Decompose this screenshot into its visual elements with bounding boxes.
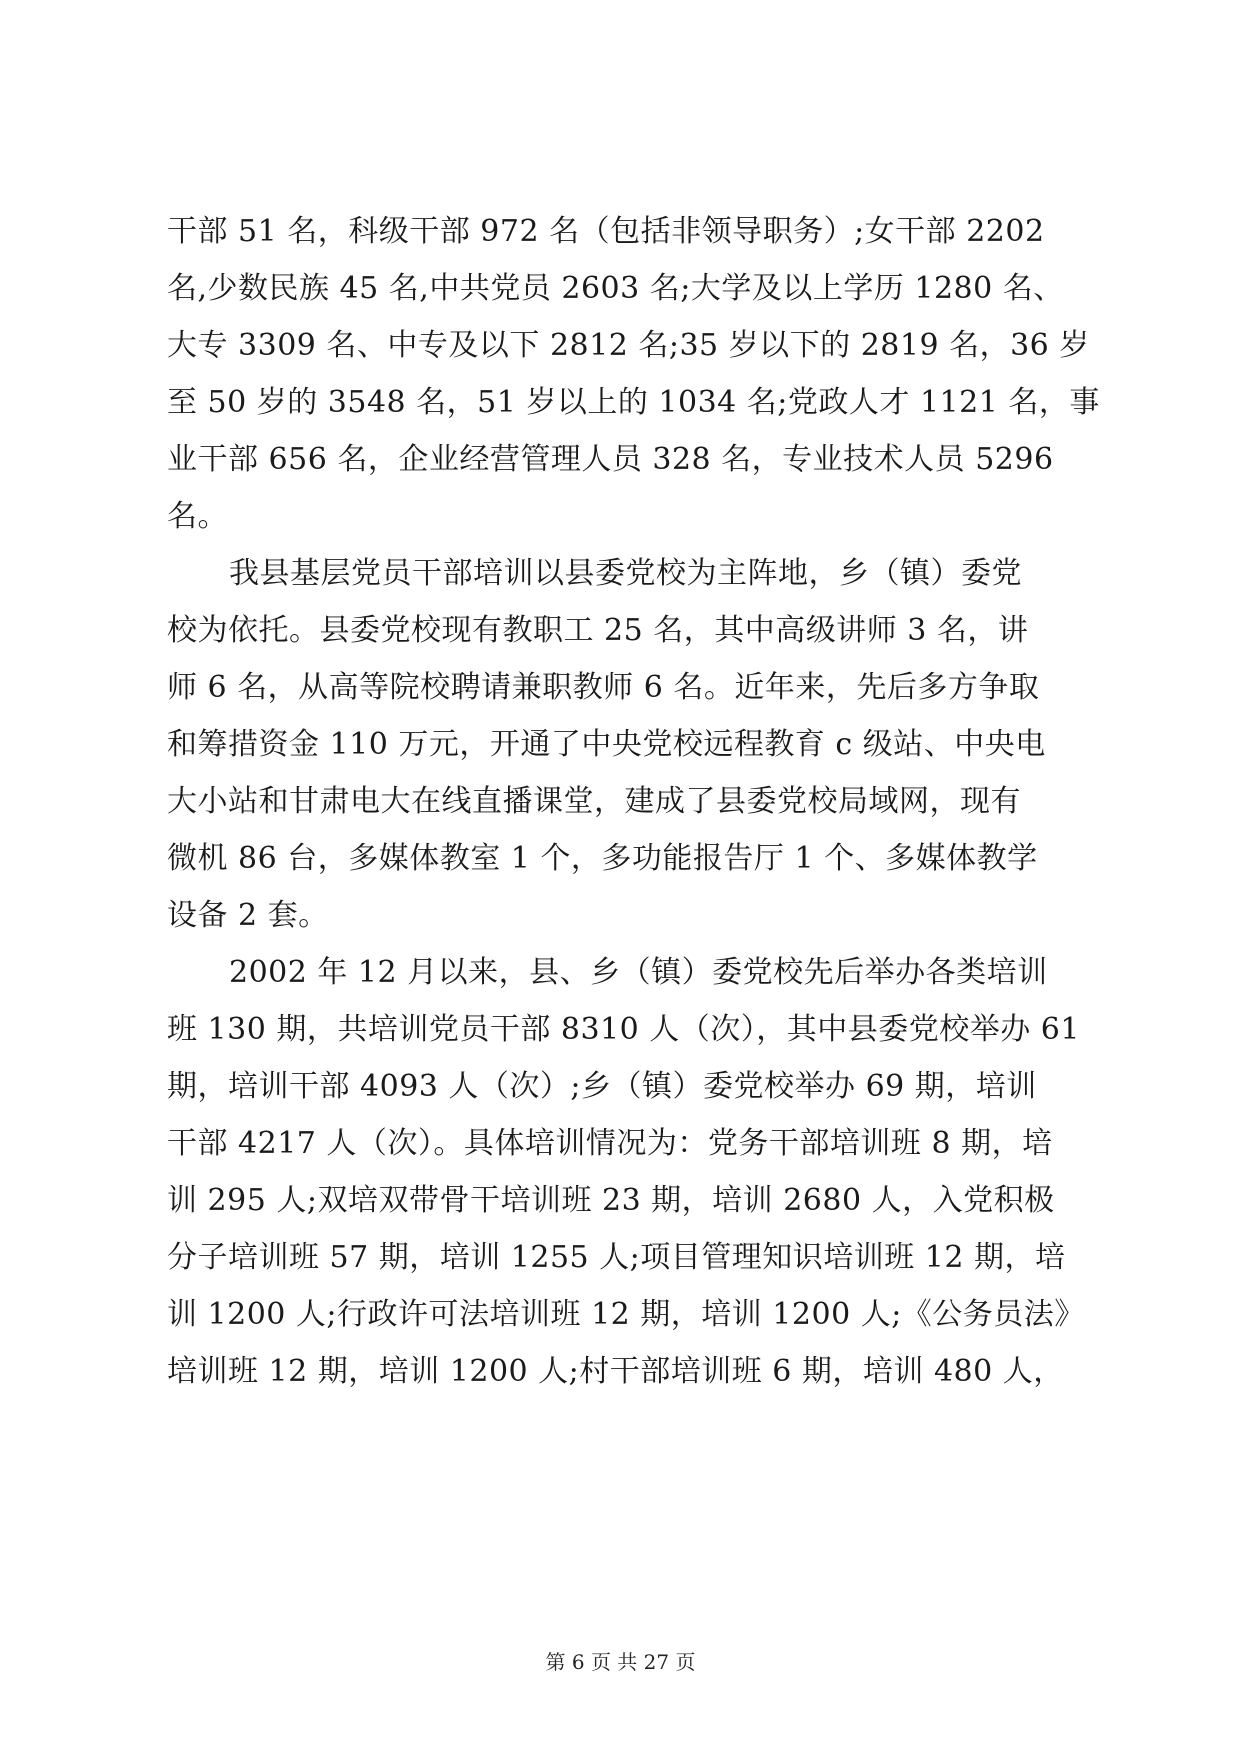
text-line: 业干部 656 名，企业经营管理人员 328 名，专业技术人员 5296 [167, 442, 1054, 477]
text-line: 分子培训班 57 期，培训 1255 人;项目管理知识培训班 12 期，培 [167, 1240, 1066, 1275]
page-footer [0, 1652, 1241, 1672]
text-line: 干部 51 名，科级干部 972 名（包括非领导职务）;女干部 2202 [167, 214, 1045, 249]
text-line: 班 130 期，共培训党员干部 8310 人（次），其中县委党校举办 61 [167, 1012, 1080, 1047]
text-line: 大专 3309 名、中专及以下 2812 名;35 岁以下的 2819 名，36 岁 [167, 328, 1090, 363]
text-line: 训 295 人;双培双带骨干培训班 23 期，培训 2680 人，入党积极 [167, 1183, 1055, 1218]
text-line: 期，培训干部 4093 人（次）;乡（镇）委党校举办 69 期，培训 [167, 1069, 1037, 1104]
text-line: 至 50 岁的 3548 名，51 岁以上的 1034 名;党政人才 1121 名，事 [167, 385, 1100, 420]
paragraph-first-line: 我县基层党员干部培训以县委党校为主阵地，乡（镇）委党 [229, 556, 1022, 591]
text-line: 微机 86 台，多媒体教室 1 个，多功能报告厅 1 个、多媒体教学 [167, 841, 1038, 876]
paragraph-first-line: 2002 年 12 月以来，县、乡（镇）委党校先后举办各类培训 [229, 955, 1048, 990]
text-line: 设备 2 套。 [167, 898, 329, 933]
text-line: 师 6 名，从高等院校聘请兼职教师 6 名。近年来，先后多方争取 [167, 670, 1040, 705]
page-number: 第 6 页 共 27 页 [545, 1650, 696, 1674]
text-line: 训 1200 人;行政许可法培训班 12 期，培训 1200 人;《公务员法》 [167, 1297, 1085, 1332]
text-line: 名,少数民族 45 名,中共党员 2603 名;大学及以上学历 1280 名、 [167, 271, 1064, 306]
text-line: 干部 4217 人（次）。具体培训情况为：党务干部培训班 8 期，培 [167, 1126, 1053, 1161]
text-line: 培训班 12 期，培训 1200 人;村干部培训班 6 期，培训 480 人， [167, 1354, 1064, 1389]
text-line: 大小站和甘肃电大在线直播课堂，建成了县委党校局域网，现有 [167, 784, 1021, 819]
text-line: 和筹措资金 110 万元，开通了中央党校远程教育 c 级站、中央电 [167, 727, 1046, 762]
text-line: 名。 [167, 499, 228, 534]
text-line: 校为依托。县委党校现有教职工 25 名，其中高级讲师 3 名，讲 [167, 613, 1029, 648]
